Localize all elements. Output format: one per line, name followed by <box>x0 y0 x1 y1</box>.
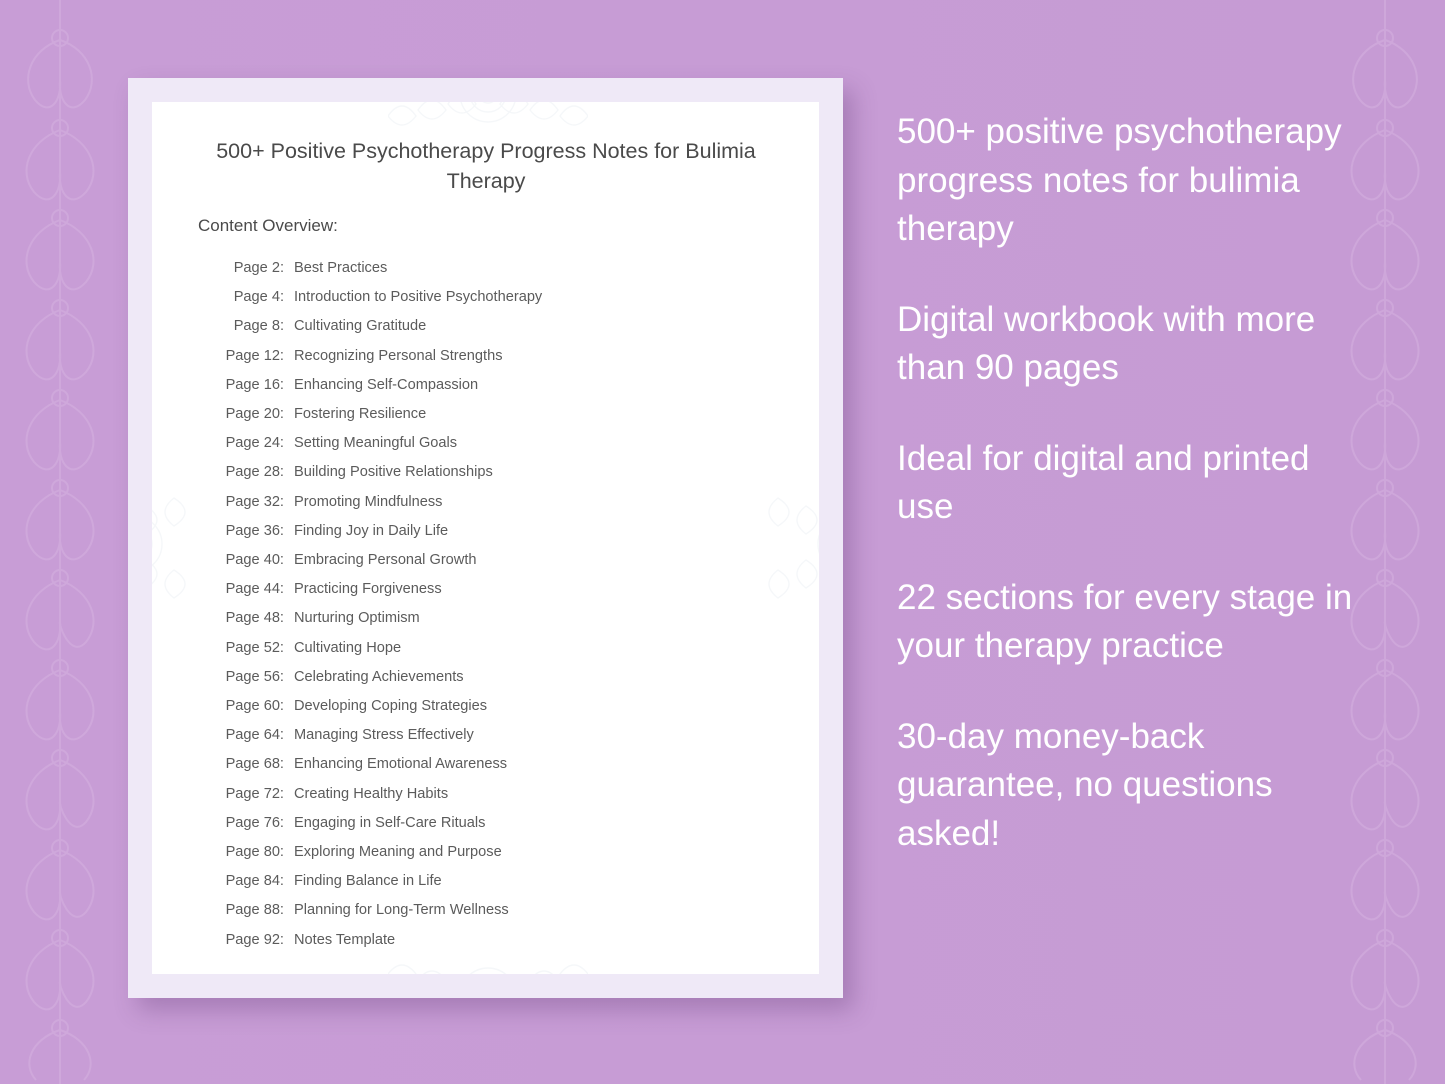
toc-section-label: Planning for Long-Term Wellness <box>294 902 509 919</box>
toc-row <box>222 254 782 283</box>
toc-page-number: Page 56: <box>225 668 284 685</box>
table-of-contents <box>222 254 782 955</box>
toc-section-label: Exploring Meaning and Purpose <box>294 844 502 861</box>
toc-row <box>222 838 782 867</box>
toc-section-label: Enhancing Emotional Awareness <box>294 756 508 773</box>
toc-row <box>222 312 782 341</box>
toc-row <box>222 575 782 604</box>
toc-page-number: Page 84: <box>225 873 284 890</box>
toc-page-number: Page 64: <box>225 727 284 744</box>
toc-page-number: Page 16: <box>225 376 284 393</box>
toc-row <box>222 692 782 721</box>
toc-section-label: Creating Healthy Habits <box>294 785 449 802</box>
toc-page-number: Page 20: <box>225 406 284 423</box>
toc-row <box>222 721 782 750</box>
toc-row <box>222 780 782 809</box>
toc-row <box>222 371 782 400</box>
toc-section-label: Embracing Personal Growth <box>294 552 477 569</box>
marketing-block: Ideal for digital and printed use <box>897 438 1310 526</box>
toc-section-label: Promoting Mindfulness <box>294 493 443 510</box>
toc-row <box>222 634 782 663</box>
document-title: 500+ Positive Psychotherapy Progress Notes for Bulimia Therapy <box>216 139 756 193</box>
toc-section-label: Engaging in Self-Care Rituals <box>294 814 486 831</box>
toc-row <box>222 517 782 546</box>
document-page <box>152 102 819 974</box>
toc-section-label: Managing Stress Effectively <box>294 727 474 744</box>
toc-section-label: Notes Template <box>294 931 396 948</box>
marketing-block: 22 sections for every stage in your therapy practice <box>897 577 1353 665</box>
toc-section-label: Fostering Resilience <box>294 406 427 423</box>
mandala-watermark-left-icon <box>152 454 214 634</box>
toc-page-number: Page 68: <box>225 756 284 773</box>
marketing-block: Digital workbook with more than 90 pages <box>897 299 1316 387</box>
toc-page-number: Page 92: <box>225 931 284 948</box>
toc-section-label: Developing Coping Strategies <box>294 698 488 715</box>
toc-page-number: Page 28: <box>225 464 284 481</box>
toc-page-number: Page 32: <box>225 493 284 510</box>
toc-page-number: Page 8: <box>233 318 284 335</box>
toc-row <box>222 283 782 312</box>
toc-page-number: Page 76: <box>225 814 284 831</box>
toc-page-number: Page 80: <box>225 844 284 861</box>
toc-row <box>222 867 782 896</box>
toc-row <box>222 750 782 779</box>
toc-page-number: Page 72: <box>225 785 284 802</box>
toc-row <box>222 488 782 517</box>
toc-section-label: Nurturing Optimism <box>294 610 420 627</box>
toc-page-number: Page 44: <box>225 581 284 598</box>
toc-page-number: Page 48: <box>225 610 284 627</box>
toc-section-label: Cultivating Hope <box>294 639 402 656</box>
toc-row <box>222 400 782 429</box>
marketing-copy-column <box>897 108 1367 858</box>
toc-section-label: Setting Meaningful Goals <box>294 435 458 452</box>
toc-page-number: Page 40: <box>225 552 284 569</box>
toc-page-number: Page 36: <box>225 522 284 539</box>
toc-row <box>222 809 782 838</box>
toc-row <box>222 342 782 371</box>
toc-section-label: Introduction to Positive Psychotherapy <box>294 289 543 306</box>
toc-section-label: Practicing Forgiveness <box>294 581 442 598</box>
toc-section-label: Recognizing Personal Strengths <box>294 347 503 364</box>
marketing-block: 500+ positive psychotherapy progress notes for bulimia therapy <box>897 112 1342 248</box>
toc-page-number: Page 24: <box>225 435 284 452</box>
toc-page-number: Page 52: <box>225 639 284 656</box>
floral-border-left-icon <box>0 0 120 1084</box>
toc-row <box>222 926 782 955</box>
toc-section-label: Cultivating Gratitude <box>294 318 427 335</box>
toc-row <box>222 546 782 575</box>
toc-section-label: Enhancing Self-Compassion <box>294 376 479 393</box>
toc-page-number: Page 12: <box>225 347 284 364</box>
toc-section-label: Best Practices <box>294 260 388 276</box>
toc-section-label: Finding Balance in Life <box>294 873 442 890</box>
toc-page-number: Page 60: <box>225 698 284 715</box>
toc-page-number: Page 88: <box>225 902 284 919</box>
toc-row <box>222 429 782 458</box>
toc-section-label: Building Positive Relationships <box>294 464 493 481</box>
toc-page-number: Page 4: <box>233 289 284 306</box>
toc-section-label: Finding Joy in Daily Life <box>294 522 449 539</box>
content-overview-heading: Content Overview: <box>198 216 338 235</box>
toc-row <box>222 663 782 692</box>
toc-section-label: Celebrating Achievements <box>294 668 464 685</box>
toc-row <box>222 458 782 487</box>
toc-page-number: Page 2: <box>233 260 284 276</box>
toc-row <box>222 604 782 633</box>
marketing-block: 30-day money-back guarantee, no questions asked! <box>897 716 1273 853</box>
toc-row <box>222 896 782 925</box>
